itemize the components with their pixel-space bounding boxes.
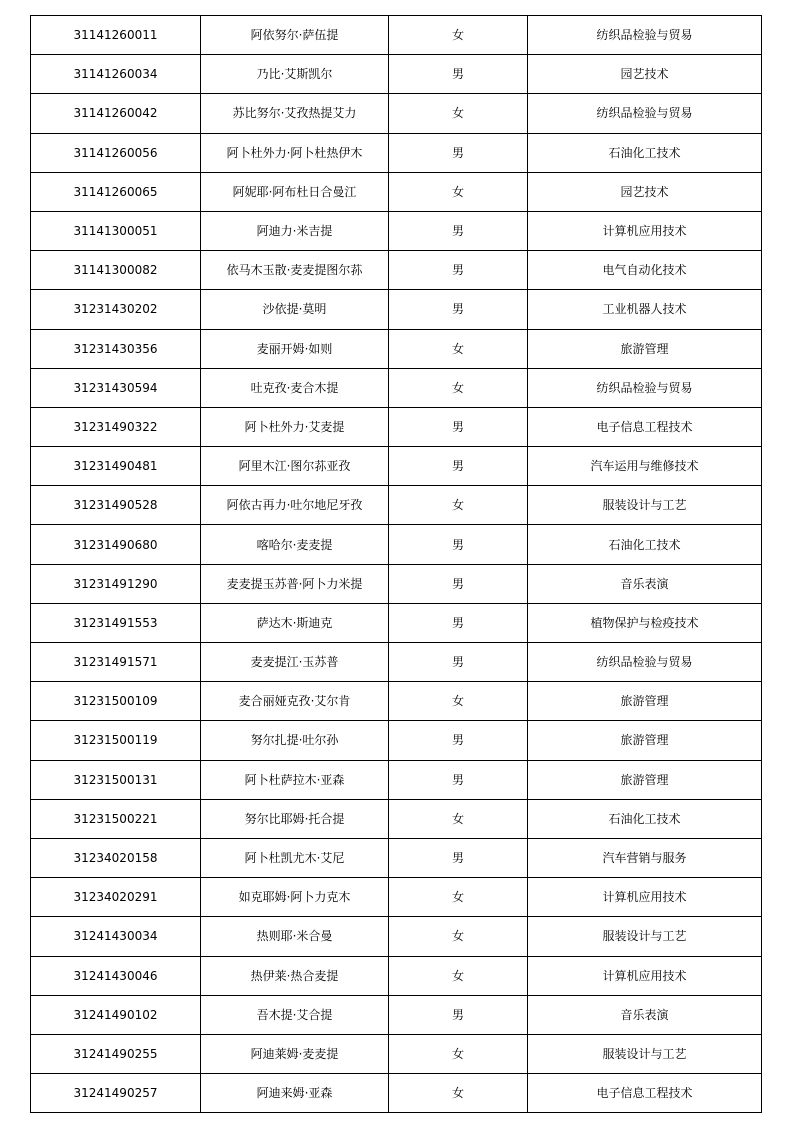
table-row	[31, 407, 762, 446]
student-id-cell: 31234020291	[31, 878, 201, 917]
major-cell: 纺织品检验与贸易	[528, 643, 762, 682]
student-id-cell: 31231490481	[31, 447, 201, 486]
gender-cell: 女	[389, 917, 528, 956]
gender-cell: 男	[389, 447, 528, 486]
gender-cell: 男	[389, 760, 528, 799]
student-name-cell: 阿迪力·米吉提	[201, 211, 389, 250]
student-id-cell: 31231430594	[31, 368, 201, 407]
student-name-cell: 阿卜杜外力·阿卜杜热伊木	[201, 133, 389, 172]
student-name-cell: 努尔比耶姆·托合提	[201, 799, 389, 838]
gender-cell: 男	[389, 55, 528, 94]
gender-cell: 男	[389, 643, 528, 682]
student-id-cell: 31241490257	[31, 1074, 201, 1113]
table-row	[31, 956, 762, 995]
student-name-cell: 麦丽开姆·如则	[201, 329, 389, 368]
student-id-cell: 31141260011	[31, 16, 201, 55]
major-cell: 纺织品检验与贸易	[528, 368, 762, 407]
table-row	[31, 564, 762, 603]
student-id-cell: 31231491571	[31, 643, 201, 682]
student-id-cell: 31141260034	[31, 55, 201, 94]
student-table-body	[31, 16, 762, 1113]
table-row	[31, 643, 762, 682]
student-table	[30, 15, 762, 1113]
table-row	[31, 1034, 762, 1073]
major-cell: 电子信息工程技术	[528, 407, 762, 446]
major-cell: 石油化工技术	[528, 525, 762, 564]
student-name-cell: 麦合丽娅克孜·艾尔肯	[201, 682, 389, 721]
table-row	[31, 486, 762, 525]
student-id-cell: 31141300051	[31, 211, 201, 250]
gender-cell: 女	[389, 16, 528, 55]
student-name-cell: 吐克孜·麦合木提	[201, 368, 389, 407]
table-row	[31, 251, 762, 290]
student-id-cell: 31231491553	[31, 603, 201, 642]
gender-cell: 男	[389, 564, 528, 603]
major-cell: 旅游管理	[528, 329, 762, 368]
major-cell: 旅游管理	[528, 760, 762, 799]
student-id-cell: 31241490255	[31, 1034, 201, 1073]
student-name-cell: 如克耶姆·阿卜力克木	[201, 878, 389, 917]
student-name-cell: 阿卜杜萨拉木·亚森	[201, 760, 389, 799]
student-id-cell: 31231430356	[31, 329, 201, 368]
major-cell: 旅游管理	[528, 682, 762, 721]
major-cell: 计算机应用技术	[528, 878, 762, 917]
gender-cell: 男	[389, 603, 528, 642]
student-id-cell: 31141260056	[31, 133, 201, 172]
gender-cell: 女	[389, 94, 528, 133]
major-cell: 石油化工技术	[528, 133, 762, 172]
student-name-cell: 吾木提·艾合提	[201, 995, 389, 1034]
gender-cell: 女	[389, 956, 528, 995]
table-row	[31, 682, 762, 721]
major-cell: 工业机器人技术	[528, 290, 762, 329]
major-cell: 计算机应用技术	[528, 211, 762, 250]
gender-cell: 女	[389, 329, 528, 368]
student-name-cell: 苏比努尔·艾孜热提艾力	[201, 94, 389, 133]
student-id-cell: 31231500221	[31, 799, 201, 838]
student-id-cell: 31231490528	[31, 486, 201, 525]
gender-cell: 男	[389, 211, 528, 250]
student-id-cell: 31231500131	[31, 760, 201, 799]
student-id-cell: 31141300082	[31, 251, 201, 290]
table-row	[31, 799, 762, 838]
major-cell: 纺织品检验与贸易	[528, 16, 762, 55]
major-cell: 园艺技术	[528, 172, 762, 211]
student-id-cell: 31231500119	[31, 721, 201, 760]
student-name-cell: 阿依古再力·吐尔地尼牙孜	[201, 486, 389, 525]
gender-cell: 女	[389, 1074, 528, 1113]
gender-cell: 女	[389, 1034, 528, 1073]
table-row	[31, 917, 762, 956]
student-id-cell: 31241430046	[31, 956, 201, 995]
table-row	[31, 368, 762, 407]
table-row	[31, 329, 762, 368]
student-id-cell: 31241490102	[31, 995, 201, 1034]
student-name-cell: 萨达木·斯迪克	[201, 603, 389, 642]
gender-cell: 男	[389, 290, 528, 329]
table-row	[31, 94, 762, 133]
table-row	[31, 16, 762, 55]
table-row	[31, 760, 762, 799]
student-id-cell: 31141260065	[31, 172, 201, 211]
gender-cell: 男	[389, 525, 528, 564]
student-name-cell: 阿卜杜凯尤木·艾尼	[201, 838, 389, 877]
major-cell: 汽车营销与服务	[528, 838, 762, 877]
gender-cell: 男	[389, 995, 528, 1034]
table-row	[31, 211, 762, 250]
major-cell: 服装设计与工艺	[528, 486, 762, 525]
student-name-cell: 热则耶·米合曼	[201, 917, 389, 956]
major-cell: 植物保护与检疫技术	[528, 603, 762, 642]
student-id-cell: 31231430202	[31, 290, 201, 329]
major-cell: 音乐表演	[528, 995, 762, 1034]
student-name-cell: 沙依提·莫明	[201, 290, 389, 329]
table-row	[31, 721, 762, 760]
student-id-cell: 31241430034	[31, 917, 201, 956]
student-name-cell: 热伊莱·热合麦提	[201, 956, 389, 995]
student-name-cell: 阿依努尔·萨伍提	[201, 16, 389, 55]
table-row	[31, 525, 762, 564]
gender-cell: 女	[389, 172, 528, 211]
gender-cell: 男	[389, 251, 528, 290]
major-cell: 音乐表演	[528, 564, 762, 603]
student-id-cell: 31231491290	[31, 564, 201, 603]
student-id-cell: 31231490322	[31, 407, 201, 446]
student-id-cell: 31231500109	[31, 682, 201, 721]
student-name-cell: 麦麦提玉苏普·阿卜力米提	[201, 564, 389, 603]
student-id-cell: 31234020158	[31, 838, 201, 877]
table-row	[31, 133, 762, 172]
major-cell: 电子信息工程技术	[528, 1074, 762, 1113]
student-name-cell: 阿里木江·图尔荪亚孜	[201, 447, 389, 486]
student-name-cell: 依马木玉散·麦麦提图尔荪	[201, 251, 389, 290]
table-row	[31, 838, 762, 877]
student-name-cell: 麦麦提江·玉苏普	[201, 643, 389, 682]
gender-cell: 女	[389, 486, 528, 525]
student-name-cell: 努尔扎提·吐尔孙	[201, 721, 389, 760]
gender-cell: 女	[389, 368, 528, 407]
major-cell: 电气自动化技术	[528, 251, 762, 290]
table-row	[31, 878, 762, 917]
gender-cell: 男	[389, 407, 528, 446]
major-cell: 旅游管理	[528, 721, 762, 760]
table-row	[31, 290, 762, 329]
student-id-cell: 31141260042	[31, 94, 201, 133]
major-cell: 计算机应用技术	[528, 956, 762, 995]
student-name-cell: 阿迪莱姆·麦麦提	[201, 1034, 389, 1073]
gender-cell: 女	[389, 682, 528, 721]
gender-cell: 男	[389, 721, 528, 760]
student-name-cell: 阿卜杜外力·艾麦提	[201, 407, 389, 446]
student-name-cell: 乃比·艾斯凯尔	[201, 55, 389, 94]
gender-cell: 女	[389, 799, 528, 838]
table-row	[31, 447, 762, 486]
major-cell: 服装设计与工艺	[528, 917, 762, 956]
major-cell: 汽车运用与维修技术	[528, 447, 762, 486]
major-cell: 纺织品检验与贸易	[528, 94, 762, 133]
student-id-cell: 31231490680	[31, 525, 201, 564]
major-cell: 石油化工技术	[528, 799, 762, 838]
gender-cell: 女	[389, 878, 528, 917]
gender-cell: 男	[389, 133, 528, 172]
student-name-cell: 阿妮耶·阿布杜日合曼江	[201, 172, 389, 211]
gender-cell: 男	[389, 838, 528, 877]
table-row	[31, 1074, 762, 1113]
table-row	[31, 172, 762, 211]
table-row	[31, 995, 762, 1034]
student-name-cell: 阿迪来姆·亚森	[201, 1074, 389, 1113]
table-row	[31, 603, 762, 642]
table-row	[31, 55, 762, 94]
student-name-cell: 喀哈尔·麦麦提	[201, 525, 389, 564]
major-cell: 服装设计与工艺	[528, 1034, 762, 1073]
major-cell: 园艺技术	[528, 55, 762, 94]
